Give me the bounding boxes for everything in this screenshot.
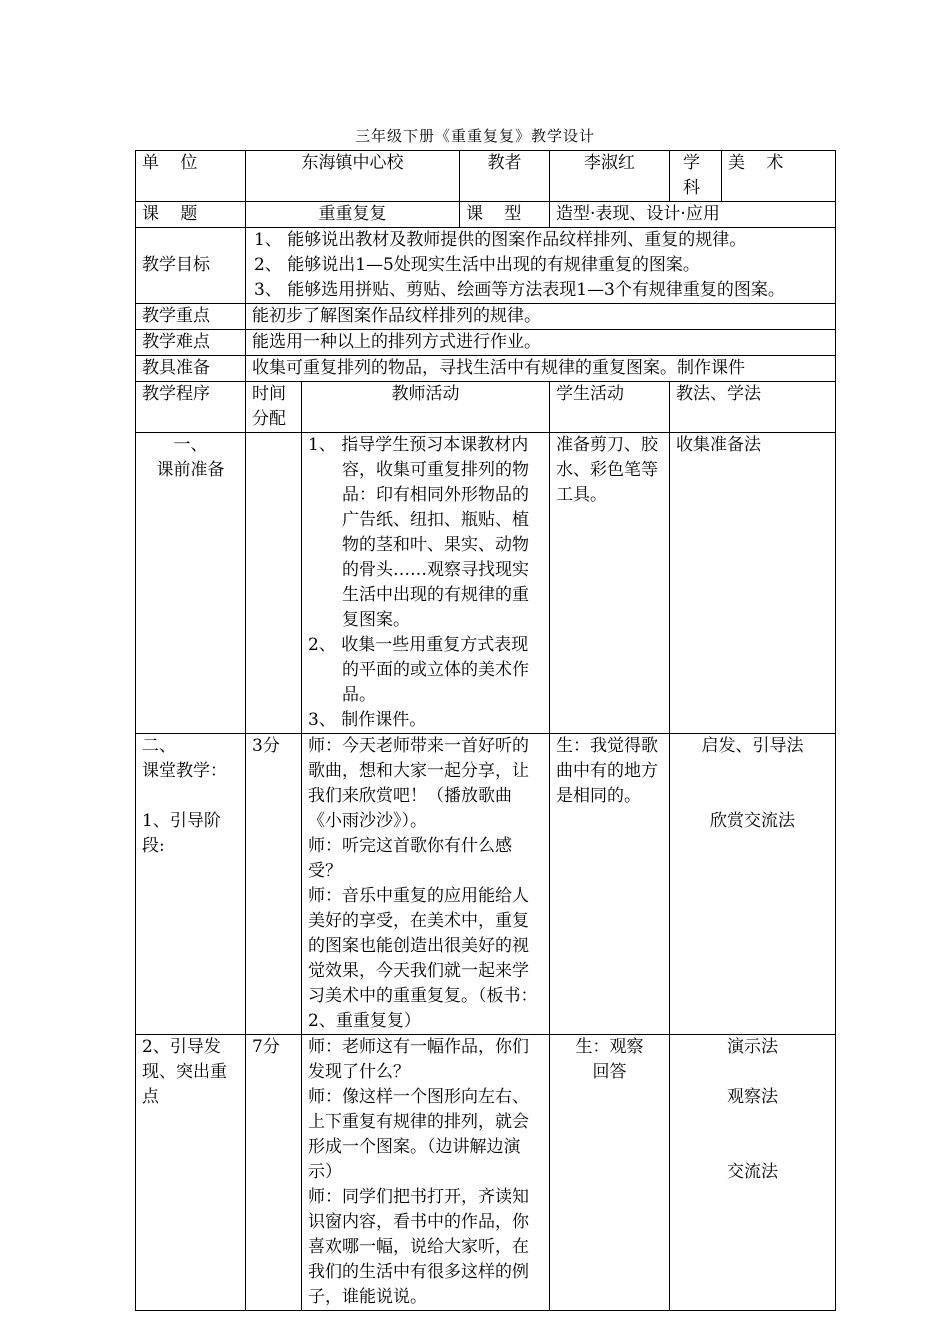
goals-row: [136, 228, 836, 304]
stage-time: 3分: [246, 734, 302, 1035]
stage-program: 2、引导发现、突出重点: [136, 1035, 246, 1311]
teacher-label: 教者: [460, 151, 550, 202]
unit-label: 单 位: [136, 151, 246, 202]
key-point-label: 教学重点: [136, 304, 246, 330]
materials-label: 教具准备: [136, 356, 246, 382]
stage-teacher-activity: [302, 433, 550, 734]
header-row-unit: [136, 151, 836, 202]
stage-student-activity: 生：观察 回答: [550, 1035, 670, 1311]
subject-label: 学 科: [670, 151, 722, 202]
difficulty-value: 能选用一种以上的排列方式进行作业。: [246, 330, 836, 356]
col-method: 教法、学法: [670, 382, 836, 433]
materials-value: 收集可重复排列的物品，寻找生活中有规律的重复图案。制作课件: [246, 356, 836, 382]
col-student: 学生活动: [550, 382, 670, 433]
subject-value: 美 术: [722, 151, 836, 202]
teacher-step: 3、 制作课件。: [308, 710, 427, 730]
stage-student-activity: 生：我觉得歌曲中有的地方是相同的。: [550, 734, 670, 1035]
document-title: 三年级下册《重重复复》教学设计: [354, 127, 595, 145]
stage-row-prepare: [136, 433, 836, 734]
key-point-value: 能初步了解图案作品纹样排列的规律。: [246, 304, 836, 330]
stage-time: [246, 433, 302, 734]
goals-label: 教学目标: [136, 228, 246, 304]
lesson-label: 课 题: [136, 202, 246, 228]
stage-row-discover: [136, 1035, 836, 1311]
stage-student-activity: 准备剪刀、胶水、彩色笔等工具。: [550, 433, 670, 734]
teacher-value: 李淑红: [550, 151, 670, 202]
stage-teacher-activity: 师：老师这有一幅作品，你们发现了什么？ 师：像这样一个图形向左右、上下重复有规律的排列，就会形成一个图案。（边讲解边演示） 师：同学们把书打开，齐读知识窗内容，看书中的作品，你喜欢哪一幅，说给大家听，在我们的生活中有很多这样的例子，谁能说说。: [302, 1035, 550, 1311]
stage-time: 7分: [246, 1035, 302, 1311]
goals-list: [246, 228, 836, 304]
col-time: 时间 分配: [246, 382, 302, 433]
key-point-row: [136, 304, 836, 330]
goal-item: 1、 能够说出教材及教师提供的图案作品纹样排列、重复的规律。: [254, 230, 747, 250]
stage-method: 演示法 观察法 交流法: [670, 1035, 836, 1311]
stage-method: 收集准备法: [670, 433, 836, 734]
stage-teacher-activity: 师：今天老师带来一首好听的歌曲，想和大家一起分享，让我们来欣赏吧！（播放歌曲《小雨沙沙》）。 师：听完这首歌你有什么感受？ 师：音乐中重复的应用能给人美好的享受，在美术中，重复的图案也能创造出很美好的视觉效果，今天我们就一起来学习美术中的重重复复。（板书：2、重重复复）: [302, 734, 550, 1035]
col-teacher: 教师活动: [302, 382, 550, 433]
difficulty-label: 教学难点: [136, 330, 246, 356]
teacher-step: 1、 指导学生预习本课教材内容，收集可重复排列的物品：印有相同外形物品的广告纸、纽扣、瓶贴、植物的茎和叶、果实、动物的骨头……观察寻找现实生活中出现的有规律的重复图案。: [308, 435, 529, 630]
stage-program: 一、 课前准备: [136, 433, 246, 734]
col-program: 教学程序: [136, 382, 246, 433]
unit-value: 东海镇中心校: [246, 151, 460, 202]
column-header-row: [136, 382, 836, 433]
difficulty-row: [136, 330, 836, 356]
teacher-step: 2、 收集一些用重复方式表现的平面的或立体的美术作品。: [308, 635, 529, 705]
goal-item: 2、 能够说出1—5处现实生活中出现的有规律重复的图案。: [254, 255, 700, 275]
lesson-value: 重重复复: [246, 202, 460, 228]
stage-method: 启发、引导法 欣赏交流法: [670, 734, 836, 1035]
stage-program: 二、 课堂教学： 1、引导阶段:: [136, 734, 246, 1035]
type-label: 课 型: [460, 202, 550, 228]
type-value: 造型·表现、设计·应用: [550, 202, 836, 228]
goal-item: 3、 能够选用拼贴、剪贴、绘画等方法表现1—3个有规律重复的图案。: [254, 280, 785, 300]
stage-row-classroom: [136, 734, 836, 1035]
materials-row: [136, 356, 836, 382]
lesson-plan-table: [135, 150, 836, 1311]
header-row-lesson: [136, 202, 836, 228]
